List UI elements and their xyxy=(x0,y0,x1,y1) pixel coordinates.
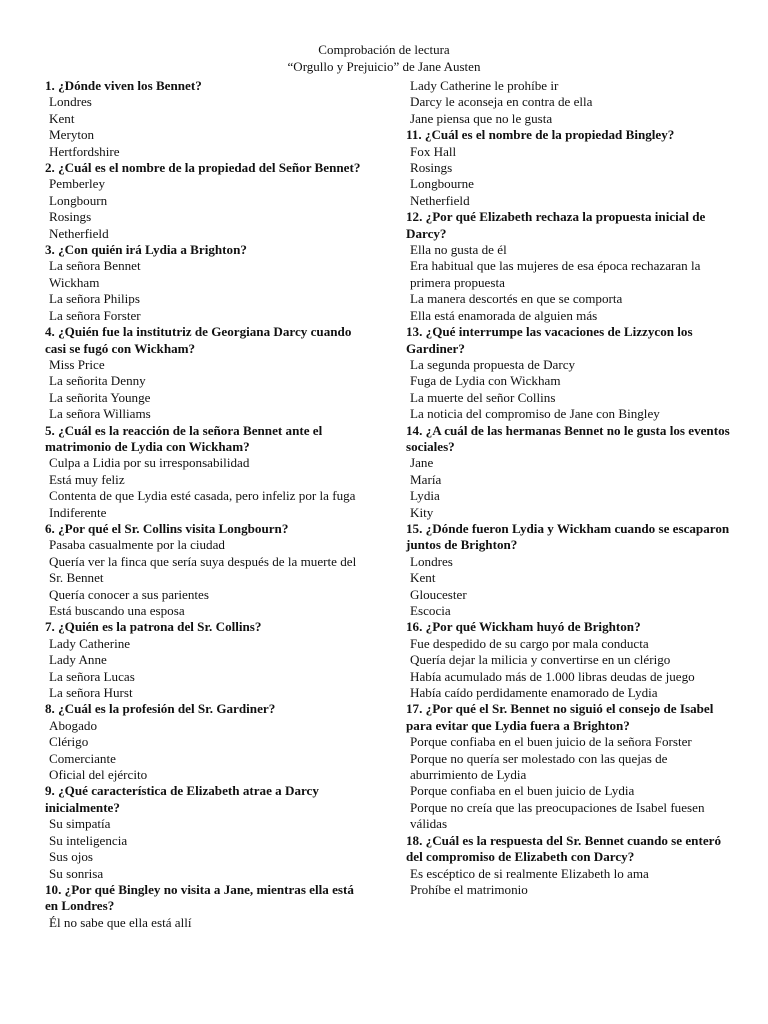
answer-option: Sus ojos xyxy=(49,849,94,865)
answer-option: Él no sabe que ella está allí xyxy=(49,914,192,930)
question-block xyxy=(45,521,365,619)
answer-option: Está muy feliz xyxy=(49,471,125,487)
question-text: 11. ¿Cuál es el nombre de la propiedad Bingley? xyxy=(406,127,675,143)
answer-option: Su simpatía xyxy=(49,816,111,832)
question-block xyxy=(406,324,731,422)
answer-option: Ella no gusta de él xyxy=(410,242,507,258)
question-text: 15. ¿Dónde fueron Lydia y Wickham cuando se escaparon juntos de Brighton? xyxy=(406,520,730,553)
answer-option: La señorita Denny xyxy=(49,373,146,389)
answer-option: Contenta de que Lydia esté casada, pero infeliz por la fuga xyxy=(49,488,356,504)
answer-option: Longbourn xyxy=(49,192,108,208)
question-block xyxy=(406,127,731,209)
answer-option: Wickham xyxy=(49,274,100,290)
question-block xyxy=(406,619,731,701)
question-text: 12. ¿Por qué Elizabeth rechaza la propuesta inicial de Darcy? xyxy=(406,209,706,241)
answer-option: La manera descortés en que se comporta xyxy=(410,291,623,307)
answer-option: Miss Price xyxy=(49,356,105,372)
answer-option: La señora Philips xyxy=(49,291,140,307)
answer-option: Kity xyxy=(410,504,434,520)
answer-option: Longbourne xyxy=(410,176,474,192)
answer-option: Londres xyxy=(410,553,453,569)
answer-option: Es escéptico de si realmente Elizabeth lo ama xyxy=(410,865,649,881)
question-block xyxy=(45,423,365,521)
answer-option: Había acumulado más de 1.000 libras deudas de juego xyxy=(410,668,695,684)
answer-option: Lady Catherine xyxy=(49,635,131,651)
answer-option: Quería dejar la milicia y convertirse en un clérigo xyxy=(410,652,671,668)
question-block xyxy=(406,833,731,899)
answer-option: Londres xyxy=(49,94,92,110)
answer-option: Su sonrisa xyxy=(49,865,104,881)
answer-option: Indiferente xyxy=(49,504,107,520)
answer-option: Meryton xyxy=(49,127,95,143)
answer-option: La señora Lucas xyxy=(49,668,135,684)
answer-option: Darcy le aconseja en contra de ella xyxy=(410,94,593,110)
answer-option: Escocia xyxy=(410,603,451,618)
question-block xyxy=(45,701,365,783)
question-text: 2. ¿Cuál es el nombre de la propiedad del Señor Bennet? xyxy=(45,160,361,176)
answer-option: La muerte del señor Collins xyxy=(410,389,556,405)
answer-option: Fue despedido de su cargo por mala conducta xyxy=(410,635,649,651)
answer-option: Hertfordshire xyxy=(49,143,120,159)
answer-option: Kent xyxy=(49,110,75,126)
answer-option: Porque confiaba en el buen juicio de Lydia xyxy=(410,783,635,799)
answer-option: La señora Bennet xyxy=(49,258,141,274)
question-block xyxy=(45,783,365,881)
answer-option: Prohíbe el matrimonio xyxy=(410,881,528,897)
answer-option: Fox Hall xyxy=(410,143,457,159)
question-text: 6. ¿Por qué el Sr. Collins visita Longbourn? xyxy=(45,520,289,536)
question-text: 9. ¿Qué característica de Elizabeth atrae a Darcy inicialmente? xyxy=(45,783,319,815)
answer-option: Había caído perdidamente enamorado de Lydia xyxy=(410,685,658,701)
answer-option: Comerciante xyxy=(49,750,116,766)
answer-option: Gloucester xyxy=(410,586,467,602)
answer-option: La señora Hurst xyxy=(49,685,133,701)
answer-option: Jane piensa que no le gusta xyxy=(410,110,553,126)
answer-option: Jane xyxy=(410,455,434,471)
answer-option: Netherfield xyxy=(410,192,470,208)
answer-option: La señora Williams xyxy=(49,406,151,422)
question-text: 17. ¿Por qué el Sr. Bennet no siguió el consejo de Isabel para evitar que Lydia fuera a Brighton? xyxy=(406,701,714,733)
document-header xyxy=(0,42,768,75)
answer-option: Lydia xyxy=(410,488,440,504)
document-title: Comprobación de lectura xyxy=(318,42,450,57)
answer-option: Quería ver la finca que sería suya después de la muerte del Sr. Bennet xyxy=(49,553,357,586)
answer-option: Rosings xyxy=(49,209,92,225)
question-block xyxy=(45,78,365,160)
question-text: 1. ¿Dónde viven los Bennet? xyxy=(45,78,202,93)
question-text: 7. ¿Quién es la patrona del Sr. Collins? xyxy=(45,619,262,635)
right-column xyxy=(406,78,731,898)
left-column xyxy=(45,78,365,931)
question-text: 13. ¿Qué interrumpe las vacaciones de Lizzycon los Gardiner? xyxy=(406,324,693,356)
answer-option: Abogado xyxy=(49,717,98,733)
question-block xyxy=(45,242,365,324)
answer-option: Rosings xyxy=(410,160,453,176)
answer-option: Lady Catherine le prohíbe ir xyxy=(410,78,559,93)
question-block xyxy=(406,78,731,127)
answer-option: Pasaba casualmente por la ciudad xyxy=(49,537,225,553)
answer-option: Oficial del ejército xyxy=(49,767,148,783)
question-block xyxy=(45,324,365,422)
question-text: 14. ¿A cuál de las hermanas Bennet no le gusta los eventos sociales? xyxy=(406,422,730,454)
question-block xyxy=(406,521,731,619)
question-text: 5. ¿Cuál es la reacción de la señora Bennet ante el matrimonio de Lydia con Wickham? xyxy=(45,422,323,454)
answer-option: Pemberley xyxy=(49,176,105,192)
question-text: 3. ¿Con quién irá Lydia a Brighton? xyxy=(45,242,247,258)
answer-option: Culpa a Lidia por su irresponsabilidad xyxy=(49,455,250,471)
question-block xyxy=(406,701,731,832)
answer-option: Porque no quería ser molestado con las quejas de aburrimiento de Lydia xyxy=(410,750,668,783)
answer-option: Quería conocer a sus parientes xyxy=(49,586,209,602)
question-text: 4. ¿Quién fue la institutriz de Georgiana Darcy cuando casi se fugó con Wickham? xyxy=(45,324,352,356)
answer-option: Su inteligencia xyxy=(49,832,128,848)
question-text: 10. ¿Por qué Bingley no visita a Jane, mientras ella está en Londres? xyxy=(45,881,354,914)
answer-option: La señorita Younge xyxy=(49,389,151,405)
answer-option: La segunda propuesta de Darcy xyxy=(410,356,576,372)
question-block xyxy=(45,160,365,242)
answer-option: Está buscando una esposa xyxy=(49,603,185,618)
question-block xyxy=(45,619,365,701)
answer-option: María xyxy=(410,471,442,487)
answer-option: Clérigo xyxy=(49,734,89,750)
answer-option: Netherfield xyxy=(49,225,109,241)
answer-option: La noticia del compromiso de Jane con Bingley xyxy=(410,406,660,422)
question-text: 18. ¿Cuál es la respuesta del Sr. Bennet cuando se enteró del compromiso de Elizabeth con Darcy? xyxy=(406,832,721,865)
answer-option: Fuga de Lydia con Wickham xyxy=(410,373,561,389)
question-text: 8. ¿Cuál es la profesión del Sr. Gardiner? xyxy=(45,701,276,717)
answer-option: La señora Forster xyxy=(49,307,141,323)
answer-option: Porque confiaba en el buen juicio de la señora Forster xyxy=(410,734,692,750)
answer-option: Porque no creía que las preocupaciones de Isabel fuesen válidas xyxy=(410,799,705,832)
answer-option: Ella está enamorada de alguien más xyxy=(410,307,598,323)
answer-option: Kent xyxy=(410,570,436,586)
document-subtitle: “Orgullo y Prejuicio” de Jane Austen xyxy=(287,58,481,74)
question-block xyxy=(406,423,731,521)
question-text: 16. ¿Por qué Wickham huyó de Brighton? xyxy=(406,619,641,635)
question-block xyxy=(406,209,731,324)
question-block xyxy=(45,882,365,931)
answer-option: Era habitual que las mujeres de esa época rechazaran la primera propuesta xyxy=(410,258,701,290)
answer-option: Lady Anne xyxy=(49,652,107,668)
